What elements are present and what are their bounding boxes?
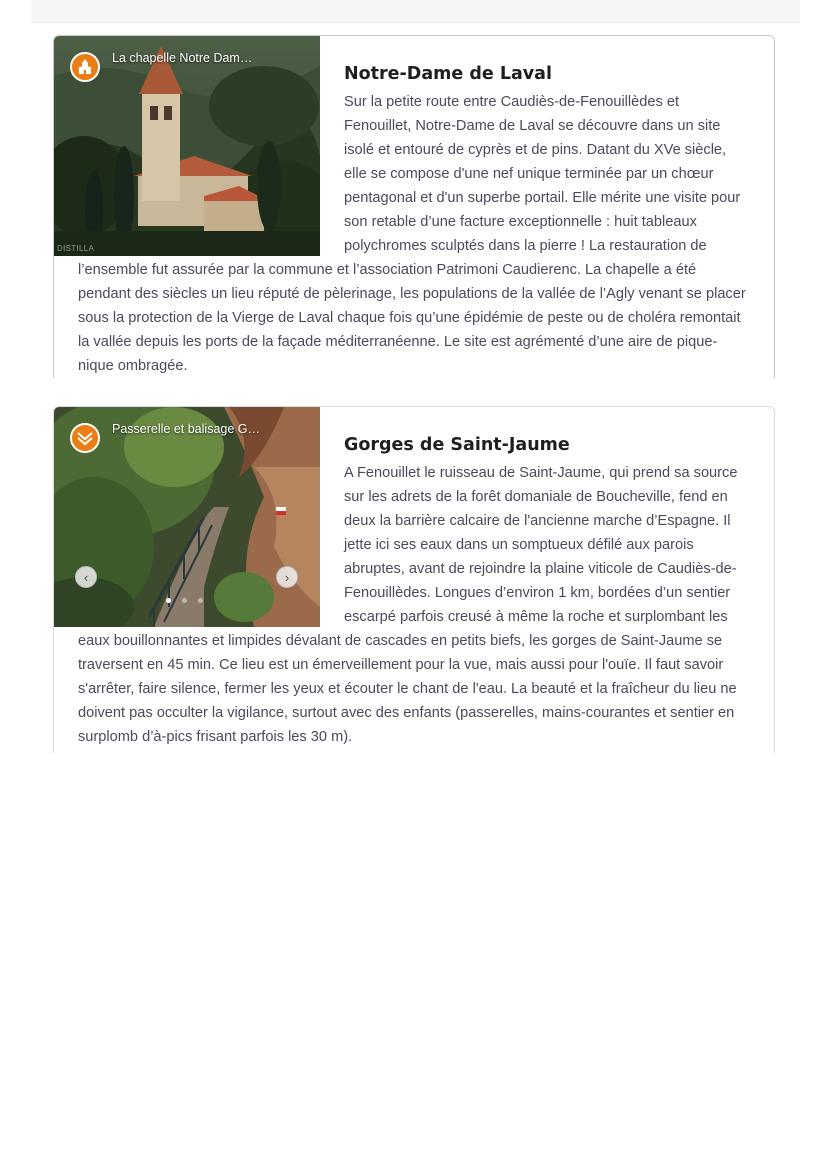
top-bar [31, 0, 800, 23]
chapel-icon [70, 52, 100, 82]
poi-photo-carousel[interactable] [54, 407, 320, 627]
carousel-next-button[interactable]: › [276, 566, 298, 588]
poi-photo[interactable] [54, 36, 320, 256]
poi-title: Notre-Dame de Laval [344, 64, 552, 84]
carousel-dot[interactable] [198, 598, 203, 603]
photo-caption: Passerelle et balisage G… [112, 422, 260, 436]
carousel-dots [166, 598, 203, 603]
gorge-icon [70, 423, 100, 453]
carousel-dot[interactable] [182, 598, 187, 603]
photo-watermark: DISTILLA [57, 244, 95, 253]
carousel-prev-button[interactable]: ‹ [75, 566, 97, 588]
poi-description: A Fenouillet le ruisseau de Saint-Jaume, qui prend sa source sur les adrets de la forêt domaniale de Boucheville, fend en deux la barrière calcaire de l'ancienne marche d’Espagne. Il jette ici ses eaux dans un somptueux défilé aux parois abruptes, avant de rejoindre la plaine viticole de Caudiès-de-Fenouillèdes. Longues d’environ 1 km, bordées d’un sentier escarpé parfois creusé à même la roche et surplombant les eaux bouillonnantes et limpides dévalant de cascades en petits biefs, les gorges de Saint-Jaume se traversent en 45 min. Ce lieu est un émerveillement pour la vue, mais aussi pour l'ouïe. Il faut savoir s'arrêter, faire silence, fermer les yeux et écouter le chant de l'eau. La beauté et la fraîcheur du lieu ne doivent pas occulter la vigilance, surtout avec des enfants (passerelles, mains-courantes et sentier en surplomb d’à-pics frisant parfois les 30 m). [78, 465, 738, 745]
carousel-dot[interactable] [166, 598, 171, 603]
photo-caption: La chapelle Notre Dam… [112, 51, 253, 65]
poi-card-notre-dame-de-laval [53, 35, 775, 378]
poi-description: Sur la petite route entre Caudiès-de-Fenouillèdes et Fenouillet, Notre-Dame de Laval se découvre dans un site isolé et entouré de cyprès et de pins. Datant du XVe siècle, elle se compose d'une nef unique terminée par un chœur pentagonal et d'un superbe portail. Elle mérite une visite pour son retable d’une facture exceptionnelle : huit tableaux polychromes sculptés dans la pierre ! La restauration de l’ensemble fut assurée par la commune et l’association Patrimoni Caudierenc. La chapelle a été pendant des siècles un lieu réputé de pèlerinage, les populations de la vallée de l’Agly venant se placer sous la protection de la Vierge de Laval chaque fois qu’une épidémie de peste ou de choléra remontait la vallée depuis les ports de la façade méditerranéenne. Le site est agrémenté d’une aire de pique-nique ombragée. [78, 94, 746, 374]
poi-title: Gorges de Saint-Jaume [344, 435, 570, 455]
poi-card-gorges-de-saint-jaume [53, 406, 775, 753]
